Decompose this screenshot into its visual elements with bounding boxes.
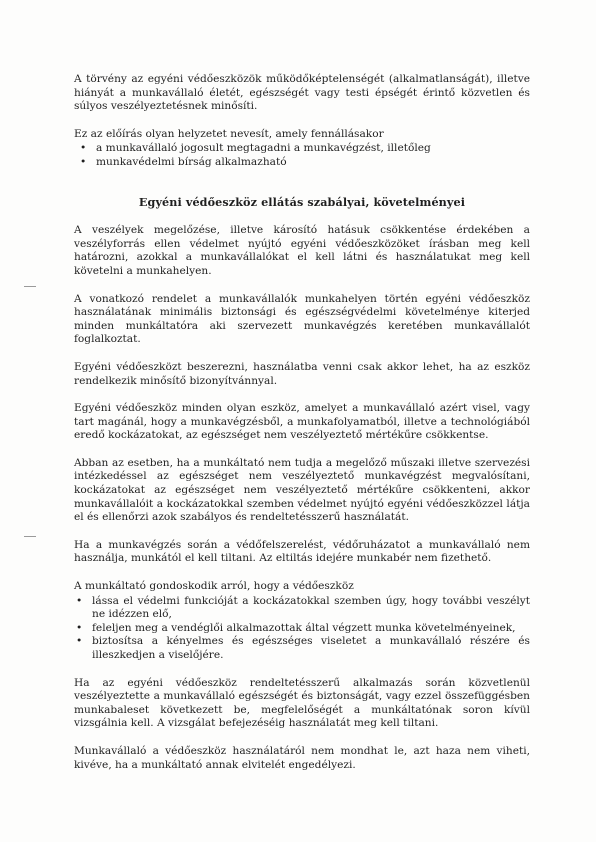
employer-list xyxy=(74,595,530,663)
paragraph: A veszélyek megelőzése, illetve károsító hatásuk csökkentése érdekében a veszélyforrás ellen védelmet nyújtó egyéni védőeszközöket írásban meg kell határozni, azokkal a munkavállalókat el kell látni és használatukat meg kell követelni a munkahelyen. xyxy=(74,224,530,277)
section-title: Egyéni védőeszköz ellátás szabályai, követelményei xyxy=(138,194,466,209)
list-item: • lássa el védelmi funkcióját a kockázatokkal szemben úgy, hogy további veszélyt ne idézzen elő, xyxy=(74,595,530,622)
list-item: • a munkavállaló jogosult megtagadni a munkavégzést, illetőleg xyxy=(74,142,530,156)
paragraph: Egyéni védőeszközt beszerezni, használatba venni csak akkor lehet, ha az eszköz rendelkezik minősítő bizonyítvánnyal. xyxy=(74,360,530,387)
document-body xyxy=(74,73,530,786)
situation-intro: Ez az előírás olyan helyzetet nevesít, amely fennállásakor xyxy=(74,127,384,140)
margin-punch-mark xyxy=(24,536,36,537)
paragraph: Ha az egyéni védőeszköz rendeltetésszerű alkalmazás során közvetlenül veszélyeztette a munkavállaló egészségét és biztonságát, vagy ezzel összefüggésben munkabaleset következett be, megfelelőségét a munkáltatónak soron kívül vizsgálnia kell. A vizsgálat befejezéséig használatát meg kell tiltani. xyxy=(74,676,530,730)
list-item: • munkavédelmi bírság alkalmazható xyxy=(74,156,530,170)
margin-punch-mark xyxy=(24,286,36,287)
employer-intro: A munkáltató gondoskodik arról, hogy a védőeszköz xyxy=(74,580,354,593)
list-item: • biztosítsa a kényelmes és egészséges viseletet a munkavállaló részére és illeszkedjen a viselőjére. xyxy=(74,635,530,662)
paragraph: Egyéni védőeszköz minden olyan eszköz, amelyet a munkavállaló azért visel, vagy tart magánál, hogy a munkavégzésből, a munkafolyamatból, illetve a technológiából eredő kockázatokat, az egészséget nem veszélyeztető mértékűre csökkentse. xyxy=(74,402,530,442)
intro-paragraph: A törvény az egyéni védőeszközök működőképtelenségét (alkalmatlanságát), illetve hiányát a munkavállaló életét, egészségét vagy testi épségét érintő közvetlen és súlyos veszélyeztetésnek minősíti. xyxy=(74,73,530,113)
list-item: • feleljen meg a vendéglői alkalmazottak által végzett munka követelményeinek, xyxy=(74,622,530,636)
situation-list xyxy=(74,142,530,169)
paragraph: Ha a munkavégzés során a védőfelszerelést, védőruházatot a munkavállaló nem használja, munkától el kell tiltani. Az eltiltás idejére munkabér nem fizethető. xyxy=(74,538,530,565)
paragraph: Munkavállaló a védőeszköz használatáról nem mondhat le, azt haza nem viheti, kivéve, ha a munkáltató annak elvitelét engedélyezi. xyxy=(74,744,530,771)
paragraph: A vonatkozó rendelet a munkavállalók munkahelyen történ egyéni védőeszköz használatának minimális biztonsági és egészségvédelmi követelménye kiterjed minden munkáltatóra aki szervezett munkavégzés keretében munkavállalót foglalkoztat. xyxy=(74,292,530,346)
paragraph: Abban az esetben, ha a munkáltató nem tudja a megelőző műszaki illetve szervezési intézkedéssel az egészséget nem veszélyeztető munkavégzést megvalósítani, kockázatokat az egészséget nem veszélyeztető mértékűre csökkenteni, akkor munkavállalóit a kockázatokkal szemben védelmet nyújtó egyéni védőeszközzel látja el és ellenőrzi azok szabályos és rendeltetésszerű használatát. xyxy=(74,456,530,524)
